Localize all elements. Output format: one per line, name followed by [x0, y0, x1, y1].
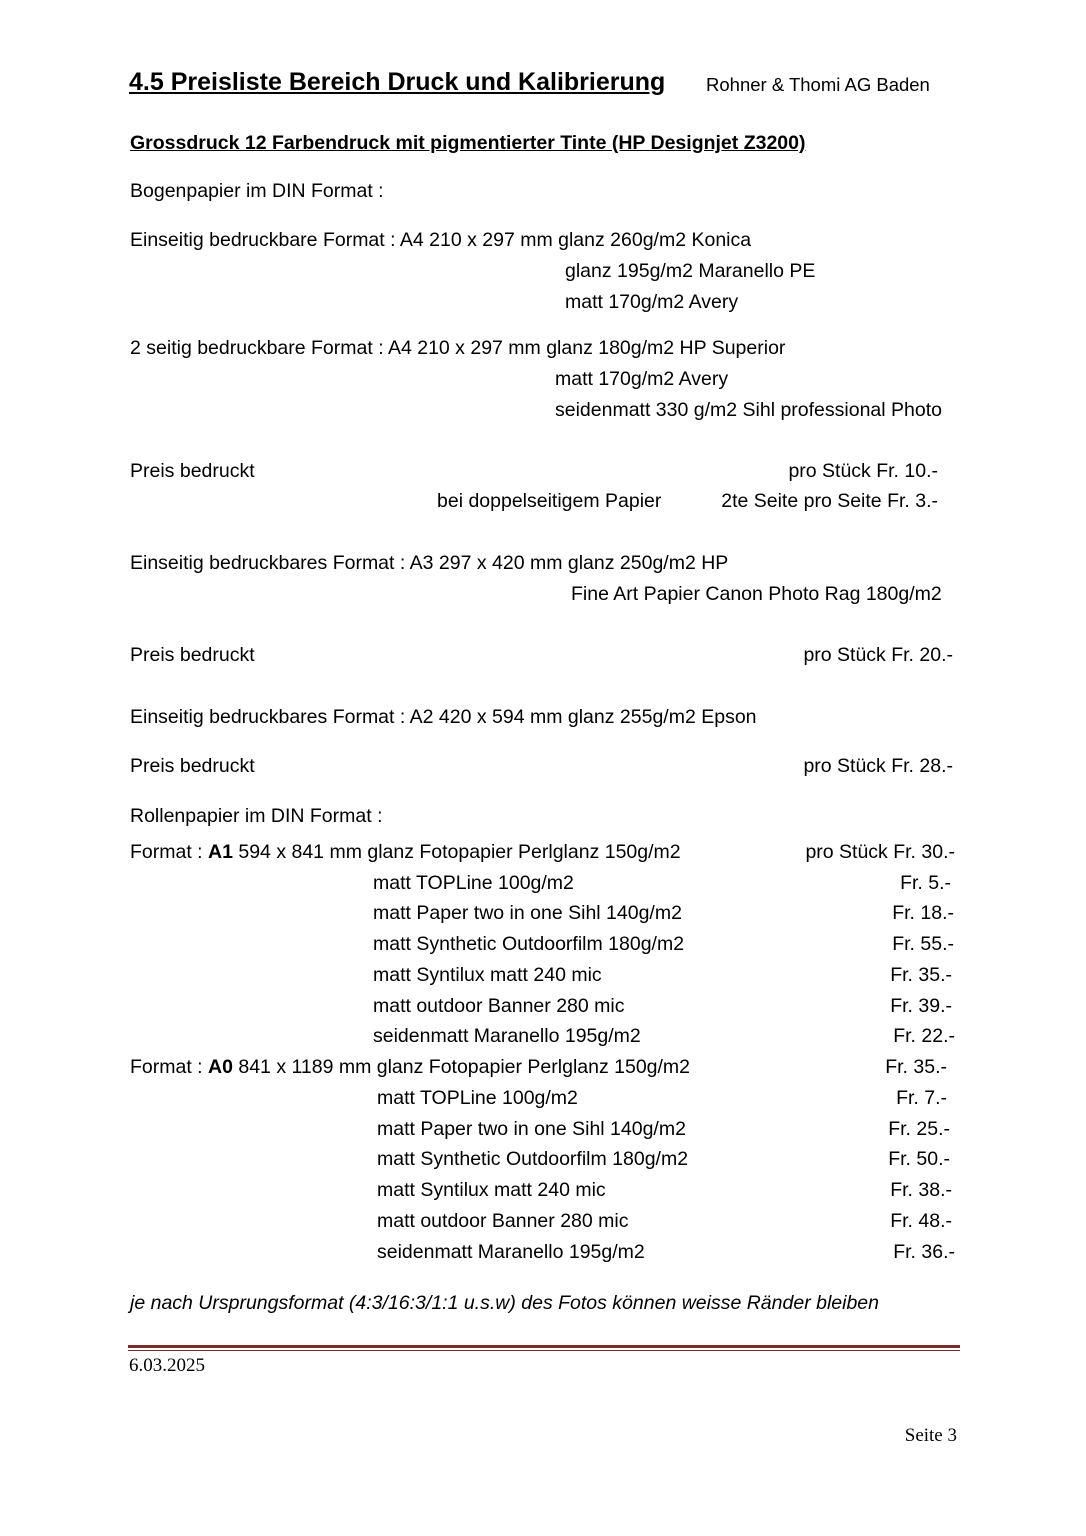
a4-price-label: Preis bedruckt	[130, 460, 255, 482]
a0-row-name: seidenmatt Maranello 195g/m2	[377, 1241, 645, 1263]
a4-single-line3: matt 170g/m2 Avery	[565, 291, 739, 313]
a0-price: Fr. 35.-	[885, 1056, 947, 1078]
a4-single-line1: Einseitig bedruckbare Format : A4 210 x 297 mm glanz 260g/m2 Konica	[130, 229, 752, 251]
a2-price-value: pro Stück Fr. 28.-	[803, 755, 953, 777]
page-title: 4.5 Preisliste Bereich Druck und Kalibrierung	[129, 68, 666, 96]
a0-row-price: Fr. 50.-	[888, 1148, 950, 1170]
a0-row-name: matt outdoor Banner 280 mic	[377, 1210, 629, 1232]
a1-format-line: Format : A1 594 x 841 mm glanz Fotopapier Perlglanz 150g/m2	[130, 841, 681, 863]
page-number: Seite 3	[904, 1425, 957, 1446]
a1-row-name: matt Synthetic Outdoorfilm 180g/m2	[373, 933, 685, 955]
a1-row-price: Fr. 18.-	[892, 902, 954, 924]
a4-double-line1: 2 seitig bedruckbare Format : A4 210 x 297 mm glanz 180g/m2 HP Superior	[130, 337, 786, 359]
a1-row-price: Fr. 35.-	[890, 964, 952, 986]
footer-rule-thin	[128, 1350, 960, 1351]
a0-row-name: matt Syntilux matt 240 mic	[377, 1179, 606, 1201]
section-heading: Grossdruck 12 Farbendruck mit pigmentierter Tinte (HP Designjet Z3200)	[130, 132, 806, 154]
a3-price-value: pro Stück Fr. 20.-	[803, 644, 953, 666]
border-note: je nach Ursprungsformat (4:3/16:3/1:1 u.s.w) des Fotos können weisse Ränder bleiben	[130, 1292, 879, 1314]
rollen-label: Rollenpapier im DIN Format :	[130, 805, 383, 827]
a1-row-price: Fr. 55.-	[892, 933, 954, 955]
a3-line1: Einseitig bedruckbares Format : A3 297 x 420 mm glanz 250g/m2 HP	[130, 552, 729, 574]
a0-row-price: Fr. 38.-	[890, 1179, 952, 1201]
a1-row-price: Fr. 39.-	[890, 995, 952, 1017]
a4-double-price: 2te Seite pro Seite Fr. 3.-	[721, 490, 938, 512]
a1-row-name: matt Paper two in one Sihl 140g/m2	[373, 902, 682, 924]
a1-row-price: Fr. 5.-	[900, 872, 951, 894]
a4-price-value: pro Stück Fr. 10.-	[788, 460, 938, 482]
a0-row-price: Fr. 48.-	[890, 1210, 952, 1232]
a2-price-label: Preis bedruckt	[130, 755, 255, 777]
a0-row-name: matt Synthetic Outdoorfilm 180g/m2	[377, 1148, 689, 1170]
bogen-label: Bogenpapier im DIN Format :	[130, 180, 384, 202]
footer-date: 6.03.2025	[129, 1355, 205, 1376]
a4-double-label: bei doppelseitigem Papier	[437, 490, 662, 512]
a0-row-name: matt TOPLine 100g/m2	[377, 1087, 578, 1109]
a0-row-price: Fr. 7.-	[896, 1087, 947, 1109]
a1-row-name: matt Syntilux matt 240 mic	[373, 964, 602, 986]
a3-price-label: Preis bedruckt	[130, 644, 255, 666]
a1-row-name: seidenmatt Maranello 195g/m2	[373, 1025, 641, 1047]
a1-row-price: Fr. 22.-	[893, 1025, 955, 1047]
a0-row-price: Fr. 25.-	[888, 1118, 950, 1140]
footer-rule	[128, 1345, 960, 1348]
a4-double-line3: seidenmatt 330 g/m2 Sihl professional Photo	[555, 399, 942, 421]
a2-line1: Einseitig bedruckbares Format : A2 420 x 594 mm glanz 255g/m2 Epson	[130, 706, 757, 728]
a0-format-line: Format : A0 841 x 1189 mm glanz Fotopapier Perlglanz 150g/m2	[130, 1056, 691, 1078]
a1-row-name: matt TOPLine 100g/m2	[373, 872, 574, 894]
a0-row-price: Fr. 36.-	[893, 1241, 955, 1263]
a4-double-line2: matt 170g/m2 Avery	[555, 368, 729, 390]
a1-row-name: matt outdoor Banner 280 mic	[373, 995, 625, 1017]
company-name: Rohner & Thomi AG Baden	[706, 74, 930, 95]
a4-single-line2: glanz 195g/m2 Maranello PE	[565, 260, 816, 282]
a3-line2: Fine Art Papier Canon Photo Rag 180g/m2	[571, 583, 942, 605]
a1-price: pro Stück Fr. 30.-	[805, 841, 955, 863]
a0-row-name: matt Paper two in one Sihl 140g/m2	[377, 1118, 686, 1140]
